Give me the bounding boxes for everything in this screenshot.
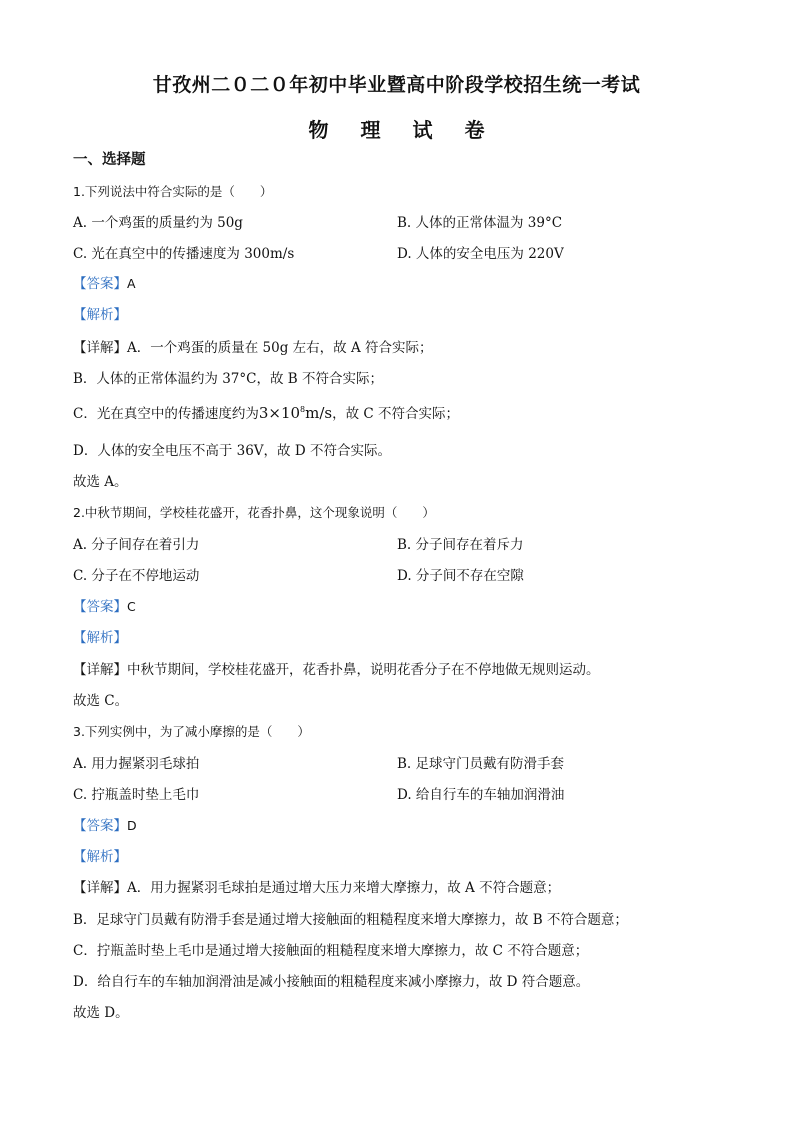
detail-text: C．光在真空中的传播速度约为 bbox=[73, 406, 259, 422]
q1-stem: 1.下列说法中符合实际的是（ ） bbox=[73, 184, 273, 199]
exam-subtitle bbox=[0, 114, 793, 143]
q1-option-a: A. 一个鸡蛋的质量约为 50g bbox=[73, 215, 243, 231]
q1-option-c: C. 光在真空中的传播速度为 300m/s bbox=[73, 246, 295, 262]
subtitle-char: 物 bbox=[308, 118, 329, 142]
q3-detail-4: D．给自行车的车轴加润滑油是减小接触面的粗糙程度来减小摩擦力，故 D 符合题意。 bbox=[73, 974, 590, 990]
formula-unit: m/s bbox=[305, 404, 333, 422]
q2-detail-1: 【详解】中秋节期间，学校桂花盛开，花香扑鼻，说明花香分子在不停地做无规则运动。 bbox=[73, 662, 600, 678]
q3-option-a: A. 用力握紧羽毛球拍 bbox=[73, 756, 200, 772]
answer-value: C bbox=[127, 599, 136, 614]
subtitle-char: 理 bbox=[360, 118, 381, 142]
q2-option-b: B. 分子间存在着斥力 bbox=[397, 537, 524, 553]
q1-detail-2: B．人体的正常体温约为 37°C，故 B 不符合实际； bbox=[73, 371, 383, 387]
q3-answer bbox=[73, 817, 137, 835]
q3-stem: 3.下列实例中，为了减小摩擦的是（ ） bbox=[73, 724, 310, 739]
q3-conclusion: 故选 D。 bbox=[73, 1005, 129, 1021]
q1-detail-4: D．人体的安全电压不高于 36V，故 D 不符合实际。 bbox=[73, 443, 391, 459]
q2-option-c: C. 分子在不停地运动 bbox=[73, 568, 200, 584]
answer-value: A bbox=[127, 276, 136, 291]
q1-answer bbox=[73, 275, 136, 293]
section-title: 一、选择题 bbox=[73, 152, 146, 168]
q1-option-d: D. 人体的安全电压为 220V bbox=[397, 246, 564, 262]
q3-option-d: D. 给自行车的车轴加润滑油 bbox=[397, 787, 565, 803]
q2-answer bbox=[73, 598, 136, 616]
exam-title: 甘孜州二０二０年初中毕业暨高中阶段学校招生统一考试 bbox=[152, 74, 641, 96]
q3-option-c: C. 拧瓶盖时垫上毛巾 bbox=[73, 787, 200, 803]
answer-label: 【答案】 bbox=[73, 818, 127, 834]
q3-option-b: B. 足球守门员戴有防滑手套 bbox=[397, 756, 565, 772]
formula-base: 3×10 bbox=[258, 404, 301, 422]
q2-analysis-label: 【解析】 bbox=[73, 630, 127, 646]
q1-analysis-label: 【解析】 bbox=[73, 307, 127, 323]
answer-label: 【答案】 bbox=[73, 276, 127, 292]
answer-label: 【答案】 bbox=[73, 599, 127, 615]
speed-formula bbox=[259, 404, 332, 422]
detail-text: ，故 C 不符合实际； bbox=[332, 406, 460, 422]
q2-option-a: A. 分子间存在着引力 bbox=[73, 537, 200, 553]
q3-detail-1: 【详解】A．用力握紧羽毛球拍是通过增大压力来增大摩擦力，故 A 不符合题意； bbox=[73, 880, 561, 896]
q1-detail-1: 【详解】A．一个鸡蛋的质量在 50g 左右，故 A 符合实际； bbox=[73, 340, 433, 356]
answer-value: D bbox=[127, 818, 137, 833]
q1-option-b: B. 人体的正常体温为 39°C bbox=[397, 215, 563, 231]
q3-detail-3: C．拧瓶盖时垫上毛巾是通过增大接触面的粗糙程度来增大摩擦力，故 C 不符合题意； bbox=[73, 943, 589, 959]
q2-conclusion: 故选 C。 bbox=[73, 693, 129, 709]
q2-stem: 2.中秋节期间，学校桂花盛开，花香扑鼻，这个现象说明（ ） bbox=[73, 505, 435, 520]
q2-option-d: D. 分子间不存在空隙 bbox=[397, 568, 524, 584]
q3-detail-2: B．足球守门员戴有防滑手套是通过增大接触面的粗糙程度来增大摩擦力，故 B 不符合题意； bbox=[73, 912, 628, 928]
subtitle-char: 试 bbox=[412, 118, 433, 142]
formula-exponent: 8 bbox=[300, 405, 306, 414]
q3-analysis-label: 【解析】 bbox=[73, 849, 127, 865]
q1-detail-3 bbox=[73, 404, 459, 423]
subtitle-char: 卷 bbox=[464, 118, 485, 142]
q1-conclusion: 故选 A。 bbox=[73, 474, 128, 490]
